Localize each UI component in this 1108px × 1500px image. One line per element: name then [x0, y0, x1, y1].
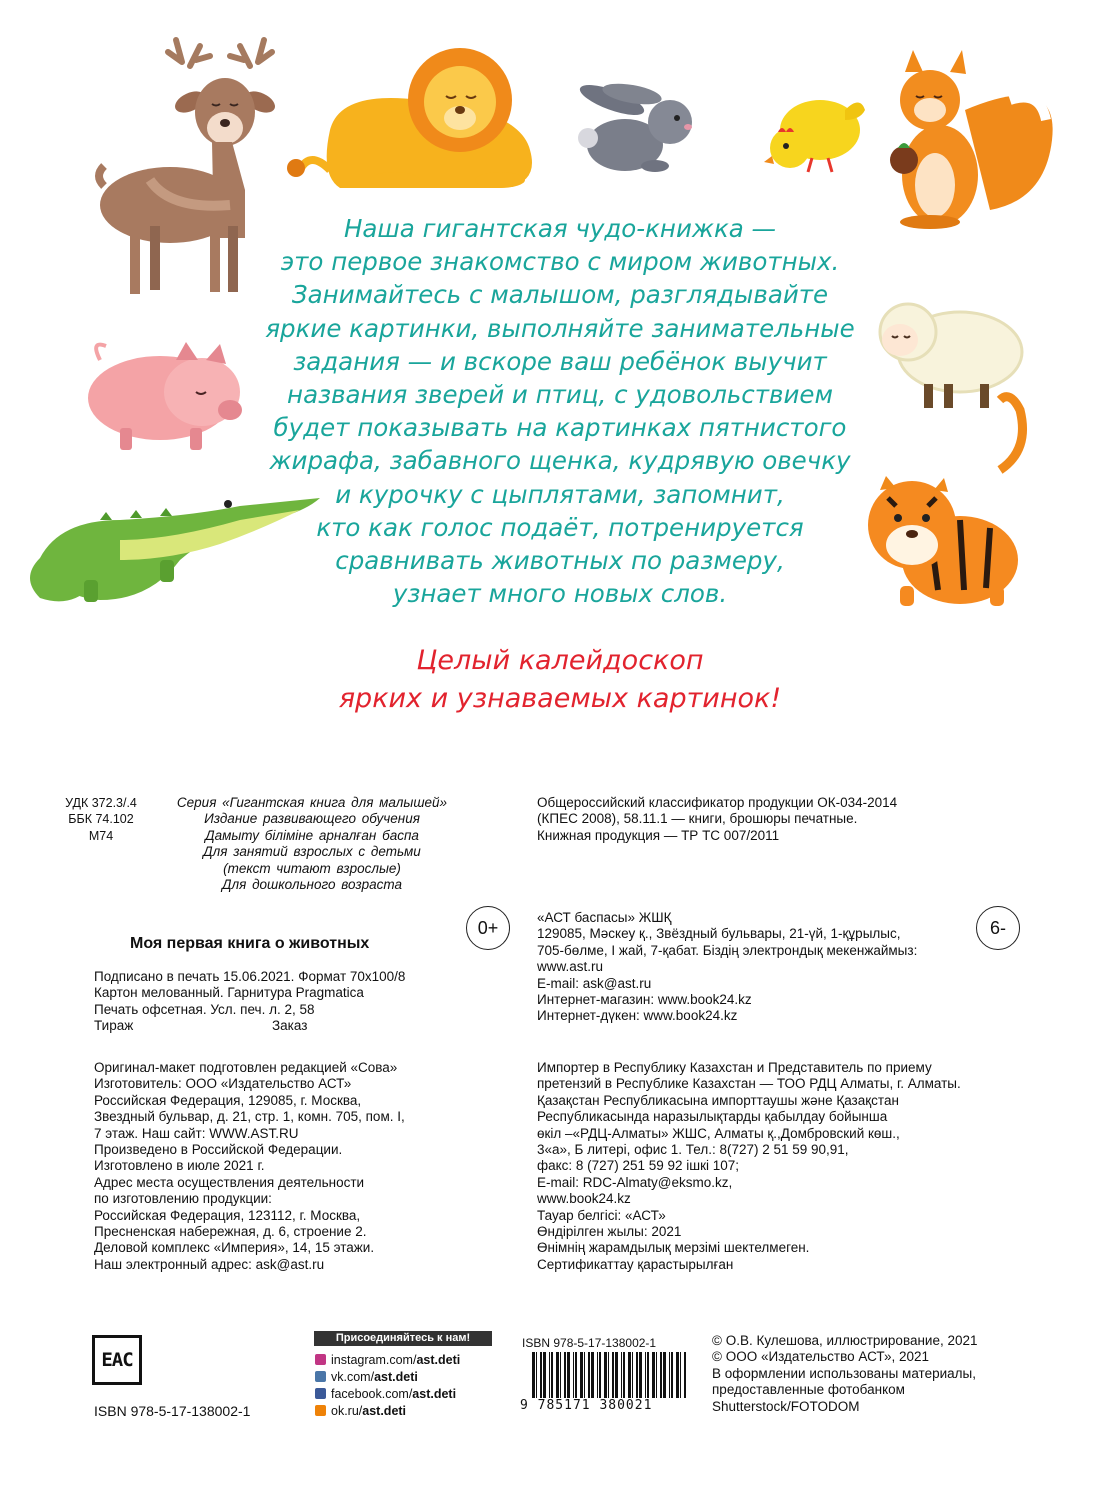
- age-rating-badge-kz: 6-: [976, 906, 1020, 950]
- barcode-bar: [628, 1352, 631, 1398]
- pig-illustration: [88, 342, 242, 450]
- barcode-bar: [645, 1352, 646, 1398]
- intro-line: Наша гигантская чудо-книжка —: [343, 214, 777, 243]
- kz-line: 129085, Мәскеу қ., Звёздный бульвары, 21-үй, 1-құрылыс,: [537, 926, 901, 942]
- barcode-bar: [676, 1352, 679, 1398]
- barcode-bar: [615, 1352, 618, 1398]
- series-line: (текст читают взрослые): [223, 860, 401, 876]
- publisher-line: Изготовлено в июле 2021 г.: [94, 1158, 265, 1174]
- series-line: Дамыту біліміне арналған баспа: [205, 827, 419, 843]
- barcode-bar: [549, 1352, 550, 1398]
- barcode-bar: [636, 1352, 638, 1398]
- publisher-line: Российская Федерация, 129085, г. Москва,: [94, 1092, 362, 1108]
- importer-line: Өндірілген жылы: 2021: [537, 1224, 682, 1240]
- barcode-bar: [656, 1352, 657, 1398]
- library-codes: [62, 795, 140, 844]
- publisher-line: по изготовлению продукции:: [94, 1191, 272, 1207]
- rabbit-illustration: [577, 79, 692, 172]
- importer-line: Сертификаттау қарастырылған: [537, 1256, 734, 1272]
- order-label: Заказ: [272, 1018, 308, 1034]
- squirrel-illustration: [890, 50, 1053, 229]
- importer-line: Тауар белгісі: «АСТ»: [537, 1207, 666, 1223]
- intro-line: сравнивать животных по размеру,: [335, 546, 785, 576]
- social-handle: ast.deti: [412, 1386, 457, 1401]
- series-line: Для занятий взрослых с детьми: [203, 844, 421, 860]
- intro-line: и курочку с цыплятами, запомнит,: [335, 479, 785, 509]
- barcode: [530, 1352, 690, 1400]
- social-handle: ast.deti: [416, 1352, 461, 1367]
- importer-line: Импортер в Республику Казахстан и Представитель по приему: [537, 1060, 932, 1075]
- publisher-info: [94, 1060, 474, 1273]
- barcode-bar: [623, 1352, 625, 1398]
- copyright-line: В оформлении использованы материалы,: [712, 1365, 976, 1381]
- publisher-line: Звездный бульвар, д. 21, стр. 1, комн. 705, пом. I,: [94, 1109, 405, 1125]
- social-prefix: vk.com/: [331, 1369, 375, 1384]
- isbn-left: ISBN 978-5-17-138002-1: [94, 1403, 251, 1419]
- barcode-bar: [551, 1352, 553, 1398]
- barcode-bar: [660, 1352, 662, 1398]
- kz-line: 705-бөлме, I жай, 7-қабат. Біздің электрондық мекенжаймыз:: [537, 942, 918, 958]
- intro-line: Занимайтесь с малышом, разглядывайте: [291, 280, 829, 310]
- publisher-line: Произведено в Российской Федерации.: [94, 1142, 343, 1158]
- run-label: Тираж: [94, 1018, 134, 1034]
- barcode-bar: [639, 1352, 642, 1398]
- print-line: Подписано в печать 15.06.2021. Формат 70x100/8: [94, 969, 406, 984]
- barcode-bar: [575, 1352, 577, 1398]
- age-rating-badge: 0+: [466, 906, 510, 950]
- barcode-bar: [604, 1352, 607, 1398]
- social-prefix: facebook.com/: [331, 1386, 413, 1401]
- kz-line: Интернет-дүкен: www.book24.kz: [537, 1008, 738, 1024]
- barcode-bar: [580, 1352, 583, 1398]
- intro-line: будет показывать на картинках пятнистого: [273, 413, 847, 443]
- barcode-bar: [597, 1352, 598, 1398]
- classifier-line: (КПЕС 2008), 58.11.1 — книги, брошюры печатные.: [537, 811, 858, 827]
- social-link-instagram[interactable]: [315, 1351, 460, 1368]
- importer-line: Қазақстан Республикасына импорттаушы және Қазақстан: [537, 1092, 899, 1108]
- social-link-ok[interactable]: [315, 1402, 460, 1419]
- barcode-bar: [532, 1352, 535, 1398]
- classifier-line: Общероссийский классификатор продукции ОК-034-2014: [537, 795, 898, 810]
- intro-line: названия зверей и птиц, с удовольствием: [287, 380, 833, 410]
- tagline-line: Целый калейдоскоп: [416, 645, 704, 676]
- instagram-icon: [315, 1354, 326, 1365]
- barcode-digits: 9 785171 380021: [520, 1398, 653, 1413]
- publisher-line: Адрес места осуществления деятельности: [94, 1174, 365, 1190]
- chicken-illustration: [764, 100, 865, 172]
- print-line: Печать офсетная. Усл. печ. л. 2, 58: [94, 1001, 315, 1017]
- importer-line: өкіл –«РДЦ-Алматы» ЖШС, Алматы қ.,Домбровский көш.,: [537, 1125, 900, 1141]
- importer-line: 3«а», Б литері, офис 1. Тел.: 8(727) 2 51 59 90,91,: [537, 1142, 849, 1158]
- barcode-bar: [652, 1352, 655, 1398]
- intro-line: жирафа, забавного щенка, кудрявую овечку: [269, 446, 851, 476]
- eac-text: EAC: [101, 1349, 133, 1371]
- barcode-bar: [612, 1352, 614, 1398]
- book-title: Моя первая книга о животных: [130, 935, 370, 952]
- classifier-line: Книжная продукция — ТР ТС 007/2011: [537, 827, 780, 843]
- barcode-bar: [647, 1352, 649, 1398]
- publisher-line: Оригинал-макет подготовлен редакцией «Сова»: [94, 1060, 398, 1075]
- social-prefix: instagram.com/: [331, 1352, 417, 1367]
- barcode-bar: [573, 1352, 574, 1398]
- publisher-line: 7 этаж. Наш сайт: WWW.AST.RU: [94, 1125, 299, 1141]
- kz-line: Интернет-магазин: www.book24.kz: [537, 992, 752, 1008]
- copyright-line: © О.В. Кулешова, иллюстрирование, 2021: [712, 1333, 978, 1348]
- copyright-line: Shutterstock/FOTODOM: [712, 1398, 860, 1414]
- publisher-line: Российская Федерация, 123112, г. Москва,: [94, 1207, 361, 1223]
- series-line: Серия «Гигантская книга для малышей»: [176, 795, 448, 810]
- social-link-facebook[interactable]: [315, 1385, 460, 1402]
- lion-illustration: [287, 48, 532, 188]
- tagline-line: ярких и узнаваемых картинок!: [338, 683, 782, 714]
- kz-publisher-info: [537, 910, 967, 1025]
- importer-line: Өнімнің жарамдылық мерзімі шектелмеген.: [537, 1240, 810, 1256]
- classifier-block: [537, 795, 897, 844]
- importer-line: E-mail: RDC-Almaty@eksmo.kz,: [537, 1174, 733, 1190]
- barcode-bar: [567, 1352, 570, 1398]
- barcode-bar: [588, 1352, 590, 1398]
- importer-info: [537, 1060, 1037, 1273]
- tiger-illustration: [868, 397, 1023, 606]
- intro-line: это первое знакомство с миром животных.: [280, 247, 840, 277]
- social-link-vk[interactable]: [315, 1368, 460, 1385]
- barcode-bar: [621, 1352, 622, 1398]
- social-handle: ast.deti: [374, 1369, 418, 1384]
- copyright-line: предоставленные фотобанком: [712, 1382, 905, 1398]
- importer-line: претензий в Республике Казахстан — ТОО РДЦ Алматы, г. Алматы.: [537, 1076, 961, 1092]
- barcode-bar: [556, 1352, 559, 1398]
- publisher-line: Деловой комплекс «Империя», 14, 15 этажи.: [94, 1240, 375, 1256]
- importer-line: www.book24.kz: [537, 1191, 631, 1207]
- publisher-line: Наш электронный адрес: ask@ast.ru: [94, 1256, 325, 1272]
- join-banner: Присоединяйтесь к нам!: [314, 1331, 492, 1346]
- importer-line: Республикасында наразылықтарды қабылдау бойынша: [537, 1109, 888, 1125]
- facebook-icon: [315, 1388, 326, 1399]
- barcode-isbn: ISBN 978-5-17-138002-1: [522, 1336, 657, 1350]
- kz-line: www.ast.ru: [537, 959, 604, 975]
- social-handle: ast.deti: [362, 1403, 407, 1418]
- social-prefix: ok.ru/: [331, 1403, 363, 1418]
- run-order-line: [94, 1018, 454, 1034]
- kz-line: E-mail: ask@ast.ru: [537, 975, 652, 991]
- series-line: Для дошкольного возраста: [221, 877, 402, 893]
- barcode-bar: [671, 1352, 673, 1398]
- intro-line: яркие картинки, выполняйте занимательные: [265, 313, 855, 343]
- barcode-bar: [669, 1352, 670, 1398]
- importer-line: факс: 8 (727) 251 59 92 ішкі 107;: [537, 1158, 740, 1174]
- bbk-code: ББК 74.102: [68, 812, 134, 827]
- publisher-line: Пресненская набережная, д. 6, строение 2.: [94, 1224, 367, 1240]
- intro-line: кто как голос подаёт, потренируется: [316, 512, 804, 542]
- intro-line: узнает много новых слов.: [392, 579, 728, 609]
- intro-line: задания — и вскоре ваш ребёнок выучит: [293, 346, 827, 376]
- barcode-bar: [684, 1352, 686, 1398]
- series-line: Издание развивающего обучения: [204, 811, 420, 827]
- barcode-bar: [540, 1352, 542, 1398]
- print-details: [94, 969, 454, 1035]
- barcode-bar: [560, 1352, 561, 1398]
- copyright-line: © ООО «Издательство АСТ», 2021: [712, 1349, 930, 1365]
- sheep-illustration: [880, 304, 1022, 408]
- kz-line: «АСТ баспасы» ЖШҚ: [537, 910, 672, 925]
- barcode-bar: [591, 1352, 594, 1398]
- publisher-line: Изготовитель: ООО «Издательство АСТ»: [94, 1076, 352, 1092]
- barcode-bar: [584, 1352, 585, 1398]
- barcode-bar: [663, 1352, 666, 1398]
- barcode-bar: [608, 1352, 609, 1398]
- author-mark: М74: [88, 828, 114, 843]
- barcode-bar: [680, 1352, 681, 1398]
- social-links: [315, 1351, 460, 1419]
- ok-icon: [315, 1405, 326, 1416]
- barcode-bar: [599, 1352, 601, 1398]
- eac-mark: [92, 1335, 142, 1385]
- barcode-bar: [536, 1352, 537, 1398]
- copyright-block: [712, 1333, 1032, 1415]
- udk-code: УДК 372.3/.4: [65, 796, 137, 810]
- series-block: [162, 795, 462, 893]
- barcode-bar: [543, 1352, 546, 1398]
- vk-icon: [315, 1371, 326, 1382]
- barcode-bar: [564, 1352, 566, 1398]
- tagline: [250, 642, 870, 718]
- barcode-bar: [632, 1352, 633, 1398]
- intro-text: [230, 212, 890, 610]
- print-line: Картон мелованный. Гарнитура Pragmatica: [94, 985, 364, 1001]
